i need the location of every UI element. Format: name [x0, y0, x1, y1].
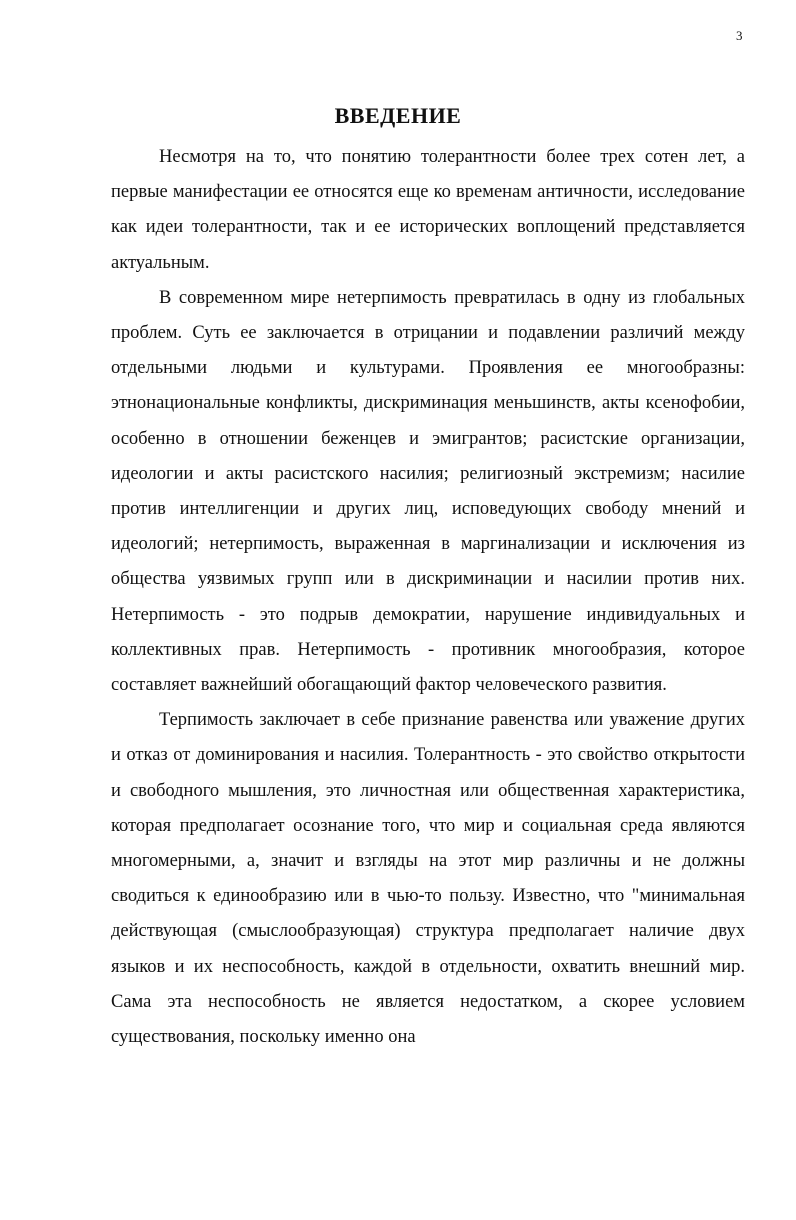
page-number: 3: [736, 28, 743, 43]
page-title: ВВЕДЕНИЕ: [334, 103, 462, 128]
document-body: [111, 140, 745, 1055]
paragraph-3: Терпимость заключает в себе признание равенства или уважение других и отказ от доминирования и насилия. Толерантность - это свойство открытости и свободного мышления, это личностная или общественная характеристика, которая предполагает осознание того, что мир и социальная среда являются многомерными, а, значит и взгляды на этот мир различны и не должны сводиться к единообразию или в чью-то пользу. Известно, что "минимальная действующая (смыслообразующая) структура предполагает наличие двух языков и их неспособность, каждой в отдельности, охватить внешний мир. Сама эта неспособность не является недостатком, а скорее условием существования, поскольку именно она: [111, 710, 745, 1048]
paragraph-2: В современном мире нетерпимость превратилась в одну из глобальных проблем. Суть ее заключается в отрицании и подавлении различий между отдельными людьми и культурами. Проявления ее многообразны: этнонациональные конфликты, дискриминация меньшинств, акты ксенофобии, особенно в отношении беженцев и эмигрантов; расистские организации, идеологии и акты расистского насилия; религиозный экстремизм; насилие против интеллигенции и других лиц, исповедующих свободу мнений и идеологий; нетерпимость, выраженная в маргинализации и исключения из общества уязвимых групп или в дискриминации и насилии против них. Нетерпимость - это подрыв демократии, нарушение индивидуальных и коллективных прав. Нетерпимость - противник многообразия, которое составляет важнейший обогащающий фактор человеческого развития.: [111, 287, 745, 696]
paragraph-1: Несмотря на то, что понятию толерантности более трех сотен лет, а первые манифестации ее относятся еще ко временам античности, исследование как идеи толерантности, так и ее исторических воплощений представляется актуальным.: [111, 147, 745, 273]
